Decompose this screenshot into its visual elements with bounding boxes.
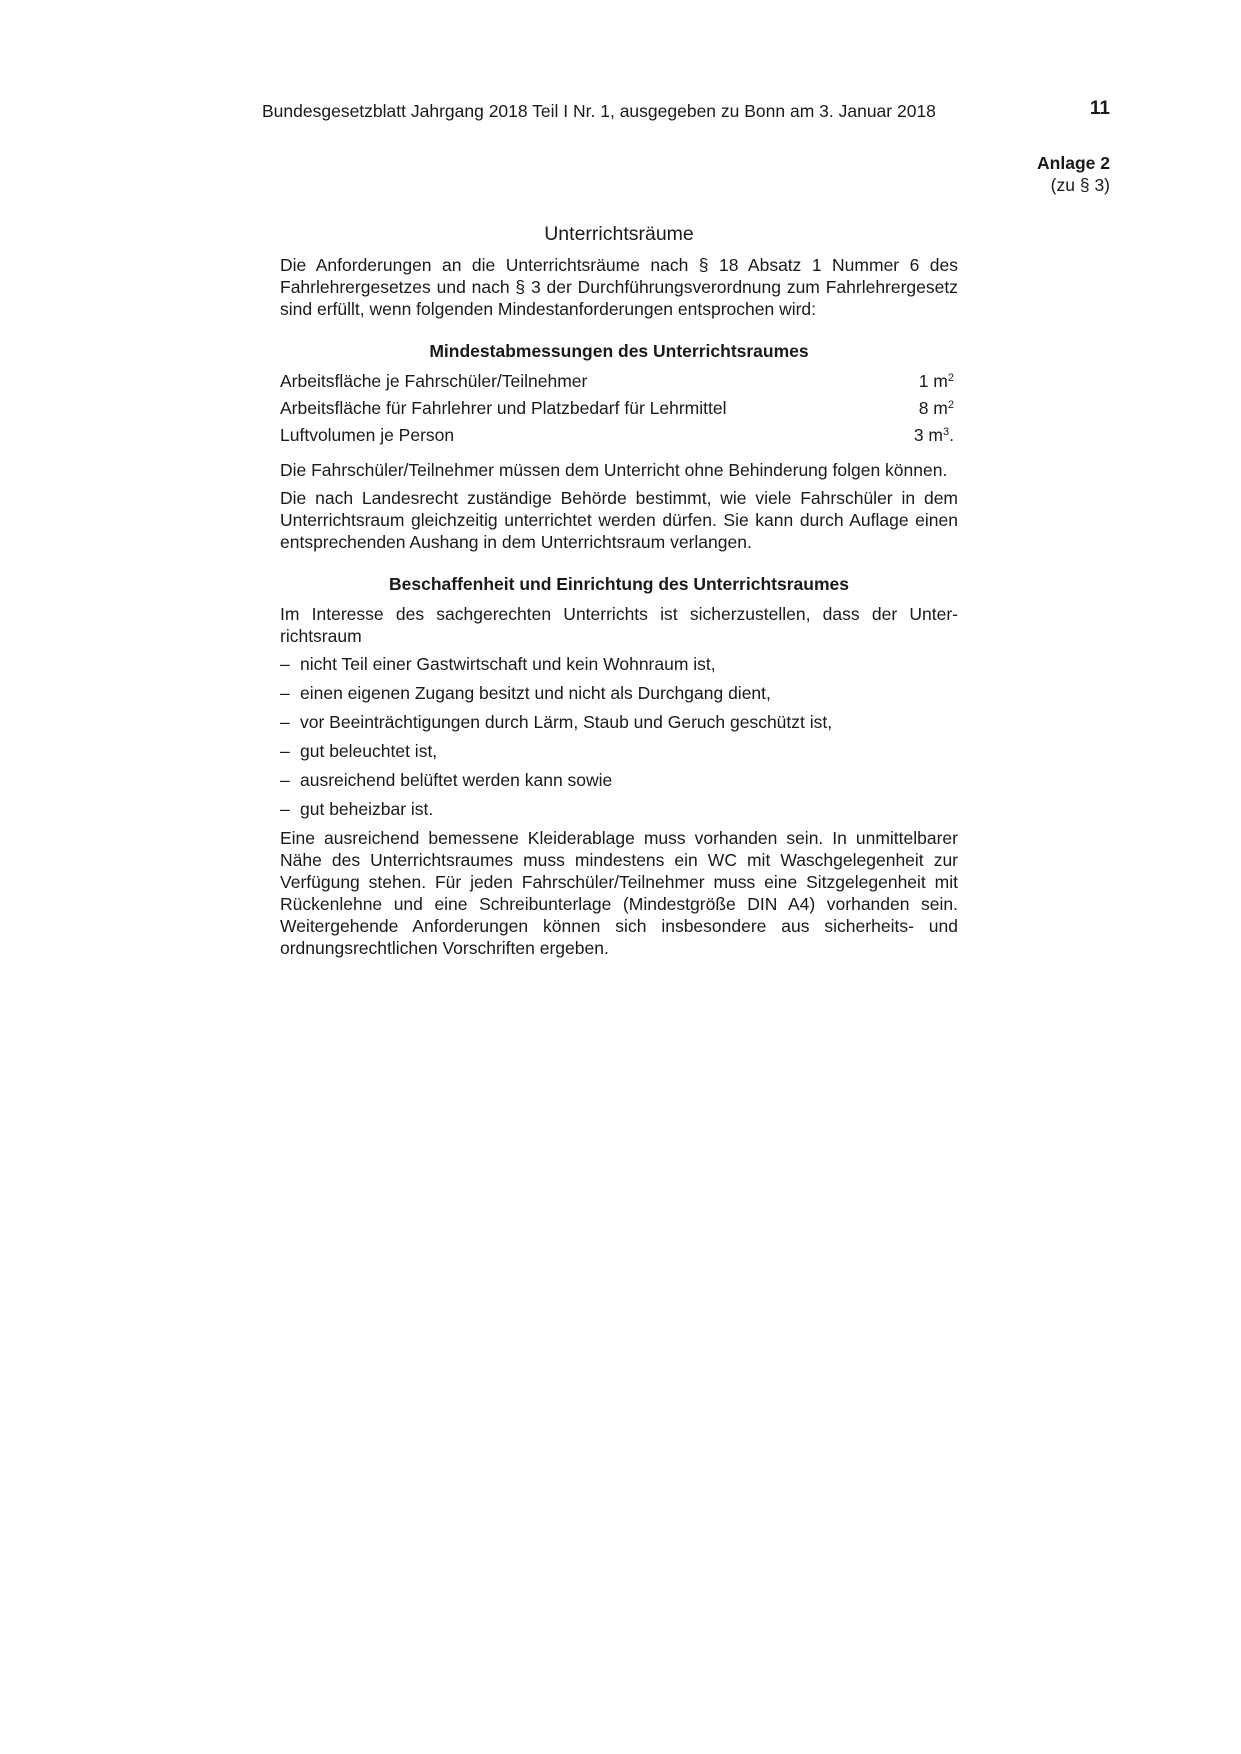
section-heading-facilities: Beschaffenheit und Einrichtung des Unterrichtsraumes <box>389 574 849 594</box>
dimension-exponent: 2 <box>947 399 954 411</box>
document-body <box>280 222 958 965</box>
dimension-value <box>897 370 958 397</box>
list-item-text: gut beheizbar ist. <box>300 799 434 819</box>
dimension-value <box>897 424 958 451</box>
list-item-text: ausreichend belüftet werden kann sowie <box>300 770 613 790</box>
dimension-value <box>897 397 958 424</box>
list-item-text: gut beleuchtet ist, <box>300 741 438 761</box>
dimension-exponent: 3 <box>943 426 950 438</box>
paragraph: Die Fahrschüler/Teilnehmer müssen dem Unterricht ohne Behinderung folgen können. <box>280 460 948 480</box>
dash-bullet: – <box>280 712 290 732</box>
dimension-unit: m <box>933 398 948 418</box>
dash-bullet: – <box>280 770 290 790</box>
facilities-intro: Im Interesse des sachgerechten Unterrichts ist sicherzustellen, dass der Unterrichtsraum <box>280 604 958 646</box>
list-item <box>280 711 958 733</box>
dimension-suffix: . <box>949 425 954 445</box>
requirements-list <box>280 653 958 820</box>
intro-paragraph: Die Anforderungen an die Unterrichtsräume nach § 18 Absatz 1 Nummer 6 des Fahrlehrergesetzes und nach § 3 der Durchführungsverordnung zum Fahrlehrergesetz sind erfüllt, wenn folgenden Mindestanforderungen entsprochen wird: <box>280 255 958 319</box>
list-item-text: einen eigenen Zugang besitzt und nicht als Durchgang dient, <box>300 683 771 703</box>
annex-reference: (zu § 3) <box>1050 175 1110 195</box>
table-row <box>280 397 958 424</box>
list-item <box>280 653 958 675</box>
table-row <box>280 370 958 397</box>
dash-bullet: – <box>280 683 290 703</box>
dimension-unit: m <box>928 425 943 445</box>
dimension-unit: m <box>933 371 948 391</box>
list-item <box>280 740 958 762</box>
dimension-label: Luftvolumen je Person <box>280 425 455 445</box>
dimension-exponent: 2 <box>947 372 954 384</box>
dash-bullet: – <box>280 799 290 819</box>
dimension-number: 3 <box>913 425 924 445</box>
dimension-label: Arbeitsfläche je Fahrschüler/Teilnehmer <box>280 371 588 391</box>
list-item <box>280 769 958 791</box>
table-row <box>280 424 958 451</box>
dimension-number: 8 <box>918 398 929 418</box>
closing-paragraph: Eine ausreichend bemessene Kleiderablage muss vorhanden sein. In unmittelbarer Nähe des Unterrichtsraumes muss mindestens ein WC mit Waschgelegenheit zur Verfügung stehen. Für jeden Fahrschüler/Teilnehmer muss eine Sitzgelegenheit mit Rückenlehne und eine Schreibunterlage (Mindestgröße DIN A4) vorhanden sein. Weitergehende Anforderungen können sich insbesondere aus sicherheits- und ordnungsrechtlichen Vorschriften ergeben. <box>280 828 958 958</box>
section-heading-dimensions: Mindestabmessungen des Unterrichtsraumes <box>429 341 809 361</box>
dimension-number: 1 <box>918 371 929 391</box>
dash-bullet: – <box>280 741 290 761</box>
list-item <box>280 798 958 820</box>
dimension-label: Arbeitsfläche für Fahrlehrer und Platzbedarf für Lehrmittel <box>280 398 727 418</box>
list-item-text: vor Beeinträchtigungen durch Lärm, Staub und Geruch geschützt ist, <box>300 712 833 732</box>
dash-bullet: – <box>280 654 290 674</box>
annex-label <box>1037 152 1110 196</box>
running-header: Bundesgesetzblatt Jahrgang 2018 Teil I Nr. 1, ausgegeben zu Bonn am 3. Januar 2018 <box>262 101 936 121</box>
paragraph: Die nach Landesrecht zuständige Behörde bestimmt, wie viele Fahrschüler in dem Unterrichtsraum gleichzeitig unterrichtet werden dürfen. Sie kann durch Auflage einen entsprechenden Aushang in dem Unterrichtsraum verlangen. <box>280 488 958 552</box>
dimensions-table <box>280 370 958 451</box>
page-number: 11 <box>1089 98 1110 119</box>
list-item-text: nicht Teil einer Gastwirtschaft und kein Wohnraum ist, <box>300 654 716 674</box>
annex-title: Anlage 2 <box>1037 153 1110 173</box>
list-item <box>280 682 958 704</box>
document-title: Unterrichtsräume <box>544 223 694 245</box>
